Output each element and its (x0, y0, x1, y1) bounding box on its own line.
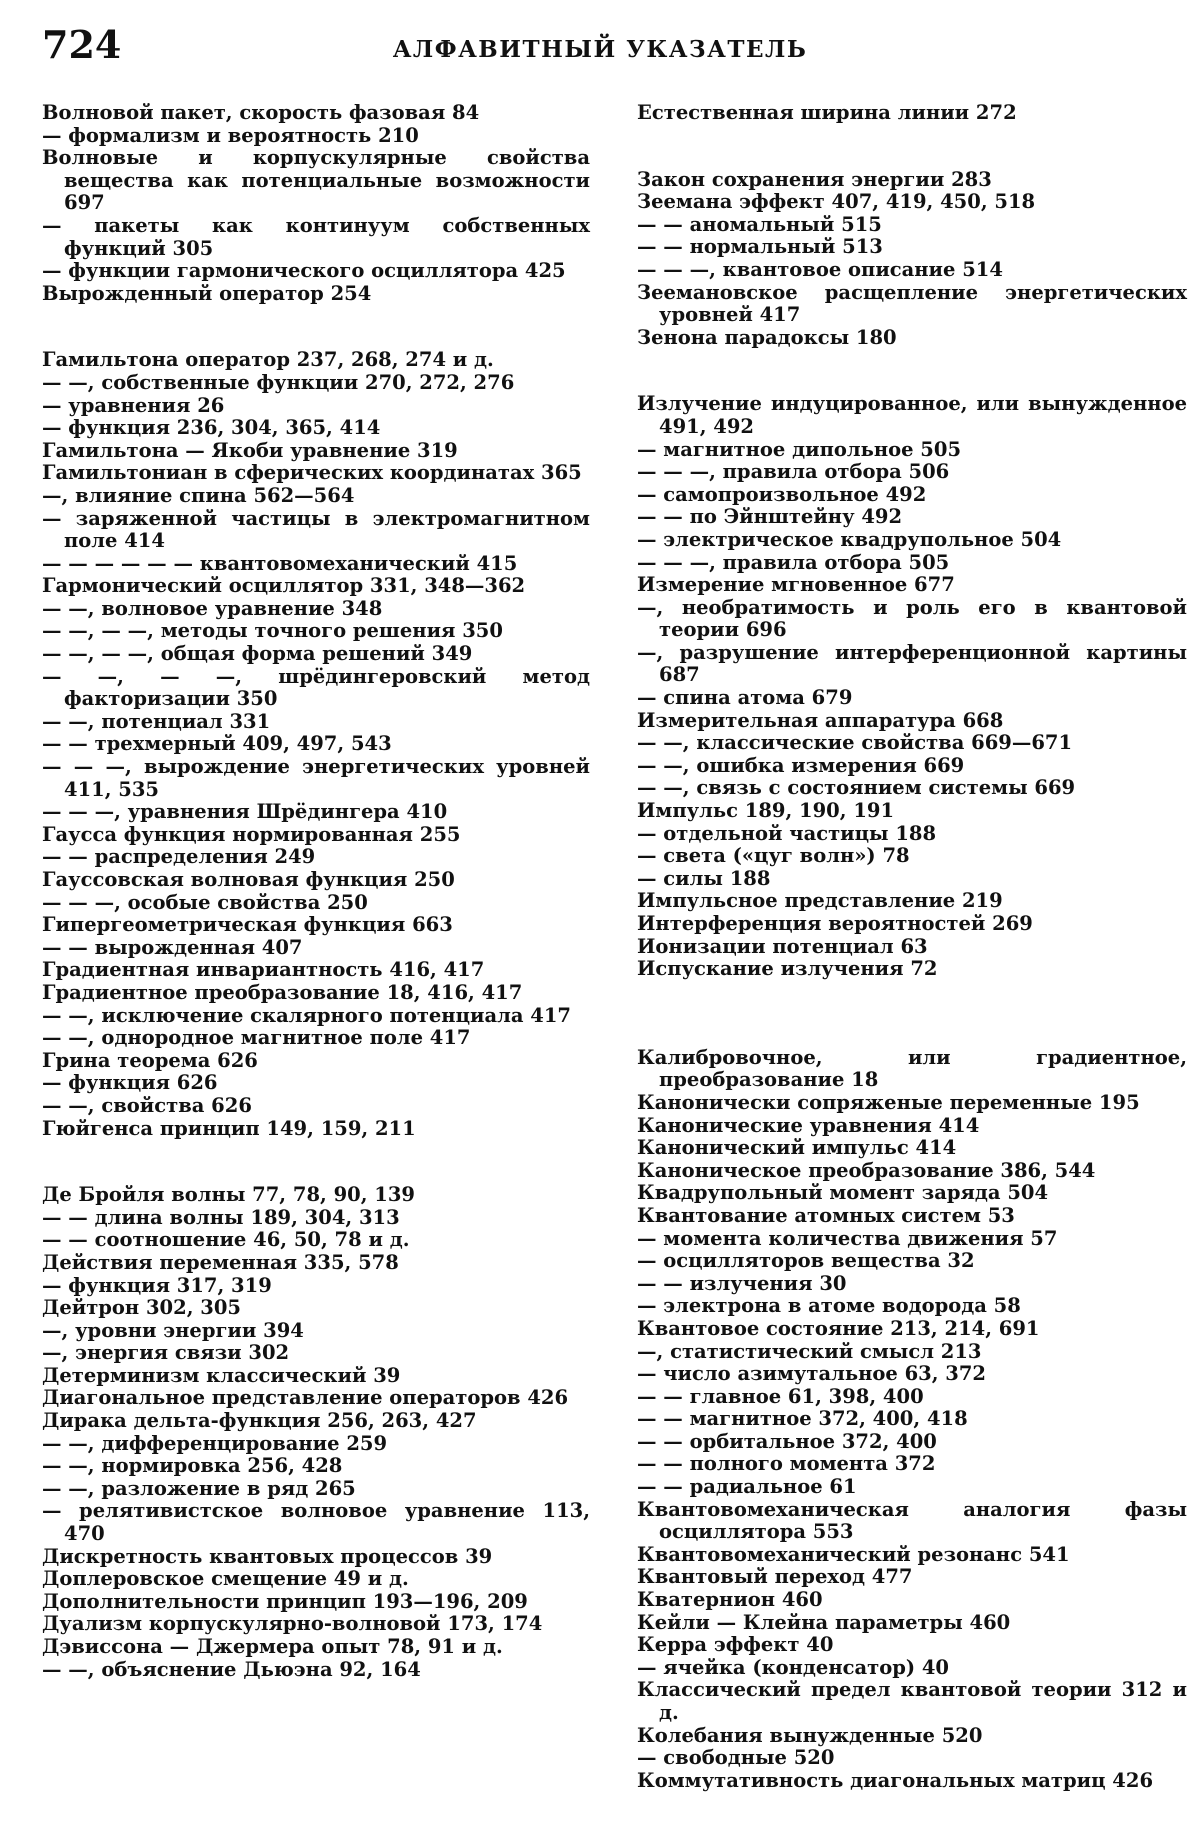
index-entry: Коммутативность диагональных матриц 426 (637, 1768, 1154, 1792)
index-entry: Дирака дельта-функция 256, 263, 427 (42, 1409, 477, 1433)
index-entry: Дополнительности принцип 193—196, 209 (42, 1589, 528, 1613)
index-entry: Доплеровское смещение 49 и д. (42, 1567, 409, 1591)
index-entry: — — —, правила отбора 505 (637, 550, 950, 574)
index-entry: Гамильтона оператор 237, 268, 274 и д. (42, 348, 494, 372)
index-entry: Канонически сопряженые переменные 195 (637, 1090, 1140, 1114)
index-entry: —, разрушение интерференционной картины 687 (637, 640, 1187, 687)
index-entry: — —, объяснение Дьюэна 92, 164 (42, 1657, 421, 1681)
index-entry: — — нормальный 513 (637, 235, 883, 259)
index-entry: Закон сохранения энергии 283 (637, 167, 992, 191)
index-entry: Измерение мгновенное 677 (637, 573, 955, 597)
section-gap (637, 981, 1187, 1025)
index-entry: — функция 236, 304, 365, 414 (42, 416, 381, 440)
index-entry: Кейли — Клейна параметры 460 (637, 1610, 1011, 1634)
index-entry: Калибровочное, или градиентное, преобразование 18 (637, 1045, 1187, 1092)
index-entry: —, необратимость и роль его в квантовой теории 696 (637, 595, 1187, 642)
index-entry: — — соотношение 46, 50, 78 и д. (42, 1228, 410, 1252)
section-gap (637, 1025, 1187, 1047)
section-gap (637, 125, 1187, 169)
index-entry: Волновой пакет, скорость фазовая 84 (42, 101, 480, 124)
index-entry: Гипергеометрическая функция 663 (42, 913, 453, 937)
section-gap (42, 305, 590, 349)
index-entry: Ионизации потенциал 63 (637, 934, 928, 958)
index-entry: Градиентное преобразование 18, 416, 417 (42, 980, 523, 1004)
index-entry: — момента количества движения 57 (637, 1226, 1058, 1250)
index-entry: Естественная ширина линии 272 (637, 101, 1017, 124)
index-entry: — — — — — — квантовомеханический 415 (42, 551, 518, 575)
index-entry: Де Бройля волны 77, 78, 90, 139 (42, 1183, 416, 1207)
index-entry: Импульсное представление 219 (637, 889, 1003, 913)
index-entry: Квантование атомных систем 53 (637, 1203, 1015, 1227)
index-entry: — — —, особые свойства 250 (42, 890, 368, 914)
index-entry: Квантовомеханическая аналогия фазы осциллятора 553 (637, 1497, 1187, 1544)
index-entry: — —, ошибка измерения 669 (637, 753, 965, 777)
index-entry: Гаусса функция нормированная 255 (42, 822, 461, 846)
index-entry: —, статистический смысл 213 (637, 1339, 982, 1363)
index-entry: — — полного момента 372 (637, 1452, 936, 1476)
index-entry: Импульс 189, 190, 191 (637, 799, 895, 823)
index-entry: — —, — —, общая форма решений 349 (42, 642, 473, 666)
index-entry: — — по Эйнштейну 492 (637, 505, 903, 529)
index-entry: Квантовый переход 477 (637, 1565, 913, 1589)
index-entry: — —, однородное магнитное поле 417 (42, 1026, 471, 1050)
index-entry: — — —, правила отбора 506 (637, 460, 950, 484)
index-entry: Интерференция вероятностей 269 (637, 912, 1033, 935)
index-entry: — —, свойства 626 (42, 1093, 252, 1117)
index-entry: Дуализм корпускулярно-волновой 173, 174 (42, 1612, 543, 1636)
index-entry: Диагональное представление операторов 426 (42, 1386, 569, 1410)
index-entry: Дэвиссона — Джермера опыт 78, 91 и д. (42, 1635, 503, 1658)
index-entry: — спина атома 679 (637, 686, 853, 710)
index-entry: Канонический импульс 414 (637, 1136, 957, 1160)
index-entry: Канонические уравнения 414 (637, 1113, 980, 1137)
index-entry: — формализм и вероятность 210 (42, 123, 419, 147)
index-entry: Гармонический осциллятор 331, 348—362 (42, 574, 526, 598)
index-entry: — функция 317, 319 (42, 1273, 272, 1297)
index-entry: Измерительная аппаратура 668 (637, 708, 1004, 732)
index-entry: — релятивистское волновое уравнение 113, 470 (42, 1499, 590, 1546)
index-entry: Квантовомеханический резонанс 541 (637, 1542, 1070, 1566)
index-entry: — — магнитное 372, 400, 418 (637, 1407, 968, 1431)
page-number: 724 (42, 22, 122, 67)
index-entry: — —, — —, методы точного решения 350 (42, 619, 503, 643)
index-entry: — силы 188 (637, 866, 771, 890)
index-entry: Квантовое состояние 213, 214, 691 (637, 1316, 1040, 1340)
index-entry: — —, собственные функции 270, 272, 276 (42, 370, 515, 394)
index-column-left (42, 102, 590, 1681)
index-entry: Зенона парадоксы 180 (637, 325, 897, 349)
index-entry: Детерминизм классический 39 (42, 1363, 401, 1387)
index-entry: — —, дифференцирование 259 (42, 1431, 388, 1455)
index-entry: — электрическое квадрупольное 504 (637, 527, 1062, 551)
index-entry: —, энергия связи 302 (42, 1341, 290, 1365)
index-entry: — —, связь с состоянием системы 669 (637, 776, 1076, 800)
index-entry: Гюйгенса принцип 149, 159, 211 (42, 1116, 416, 1140)
index-entry: Зеемана эффект 407, 419, 450, 518 (637, 190, 1036, 214)
index-entry: — число азимутальное 63, 372 (637, 1362, 987, 1386)
index-entry: — света («цуг волн») 78 (637, 844, 910, 868)
index-entry: — —, классические свойства 669—671 (637, 731, 1073, 755)
index-entry: Грина теорема 626 (42, 1048, 258, 1072)
running-head: АЛФАВИТНЫЙ УКАЗАТЕЛЬ (392, 36, 808, 63)
index-entry: — — распределения 249 (42, 845, 316, 869)
index-entry: — — —, квантовое описание 514 (637, 257, 1003, 281)
index-entry: — уравнения 26 (42, 393, 225, 417)
index-entry: — —, волновое уравнение 348 (42, 596, 383, 620)
index-entry: Квадрупольный момент заряда 504 (637, 1181, 1049, 1205)
index-entry: — —, исключение скалярного потенциала 417 (42, 1003, 571, 1027)
index-entry: — — орбитальное 372, 400 (637, 1429, 937, 1453)
index-entry: Зеемановское расщепление энергетических уровней 417 (637, 280, 1187, 327)
index-entry: — — излучения 30 (637, 1271, 847, 1295)
index-entry: Градиентная инвариантность 416, 417 (42, 958, 485, 982)
index-entry: — —, разложение в ряд 265 (42, 1476, 356, 1500)
index-entry: — —, — —, шрёдингеровский метод факторизации 350 (42, 664, 590, 711)
index-entry: Каноническое преобразование 386, 544 (637, 1158, 1096, 1182)
index-entry: Кватернион 460 (637, 1588, 823, 1612)
index-entry: — — вырожденная 407 (42, 935, 303, 959)
index-entry: Колебания вынужденные 520 (637, 1723, 983, 1747)
index-entry: Классический предел квантовой теории 312 и д. (637, 1678, 1187, 1724)
index-entry: — — радиальное 61 (637, 1475, 857, 1499)
index-entry: — осцилляторов вещества 32 (637, 1249, 975, 1273)
index-entry: Гауссовская волновая функция 250 (42, 868, 455, 891)
index-entry: Волновые и корпускулярные свойства вещества как потенциальные возможности 697 (42, 146, 590, 215)
index-entry: Вырожденный оператор 254 (42, 281, 372, 305)
index-entry: — — —, вырождение энергетических уровней 411, 535 (42, 755, 590, 801)
index-entry: — функции гармонического осциллятора 425 (42, 259, 566, 283)
index-entry: —, уровни энергии 394 (42, 1318, 304, 1342)
index-entry: — свободные 520 (637, 1746, 835, 1770)
index-entry: —, влияние спина 562—564 (42, 483, 355, 507)
index-entry: — отдельной частицы 188 (637, 821, 937, 845)
index-entry: — — длина волны 189, 304, 313 (42, 1205, 400, 1229)
section-gap (637, 349, 1187, 393)
index-entry: — самопроизвольное 492 (637, 482, 927, 506)
index-entry: Дискретность квантовых процессов 39 (42, 1544, 493, 1568)
index-entry: Гамильтониан в сферических координатах 365 (42, 461, 582, 485)
index-entry: — — главное 61, 398, 400 (637, 1384, 924, 1408)
index-entry: Излучение индуцированное, или вынужденное 491, 492 (637, 392, 1187, 438)
index-entry: — пакеты как континуум собственных функций 305 (42, 213, 590, 260)
index-entry: — —, потенциал 331 (42, 709, 271, 733)
index-entry: — электрона в атоме водорода 58 (637, 1294, 1021, 1318)
index-entry: — магнитное дипольное 505 (637, 437, 962, 461)
index-column-right (637, 102, 1187, 1792)
index-entry: Действия переменная 335, 578 (42, 1250, 399, 1274)
index-entry: Дейтрон 302, 305 (42, 1296, 241, 1320)
index-entry: — —, нормировка 256, 428 (42, 1454, 343, 1478)
index-entry: — функция 626 (42, 1071, 218, 1095)
index-entry: Керра эффект 40 (637, 1633, 834, 1657)
index-entry: Гамильтона — Якоби уравнение 319 (42, 438, 458, 462)
index-entry: — — —, уравнения Шрёдингера 410 (42, 800, 448, 824)
index-entry: — — трехмерный 409, 497, 543 (42, 732, 392, 756)
section-gap (42, 1140, 590, 1184)
index-entry: — заряженной частицы в электромагнитном поле 414 (42, 506, 590, 553)
index-entry: — — аномальный 515 (637, 212, 882, 236)
index-entry: — ячейка (конденсатор) 40 (637, 1655, 949, 1679)
index-entry: Испускание излучения 72 (637, 957, 938, 981)
